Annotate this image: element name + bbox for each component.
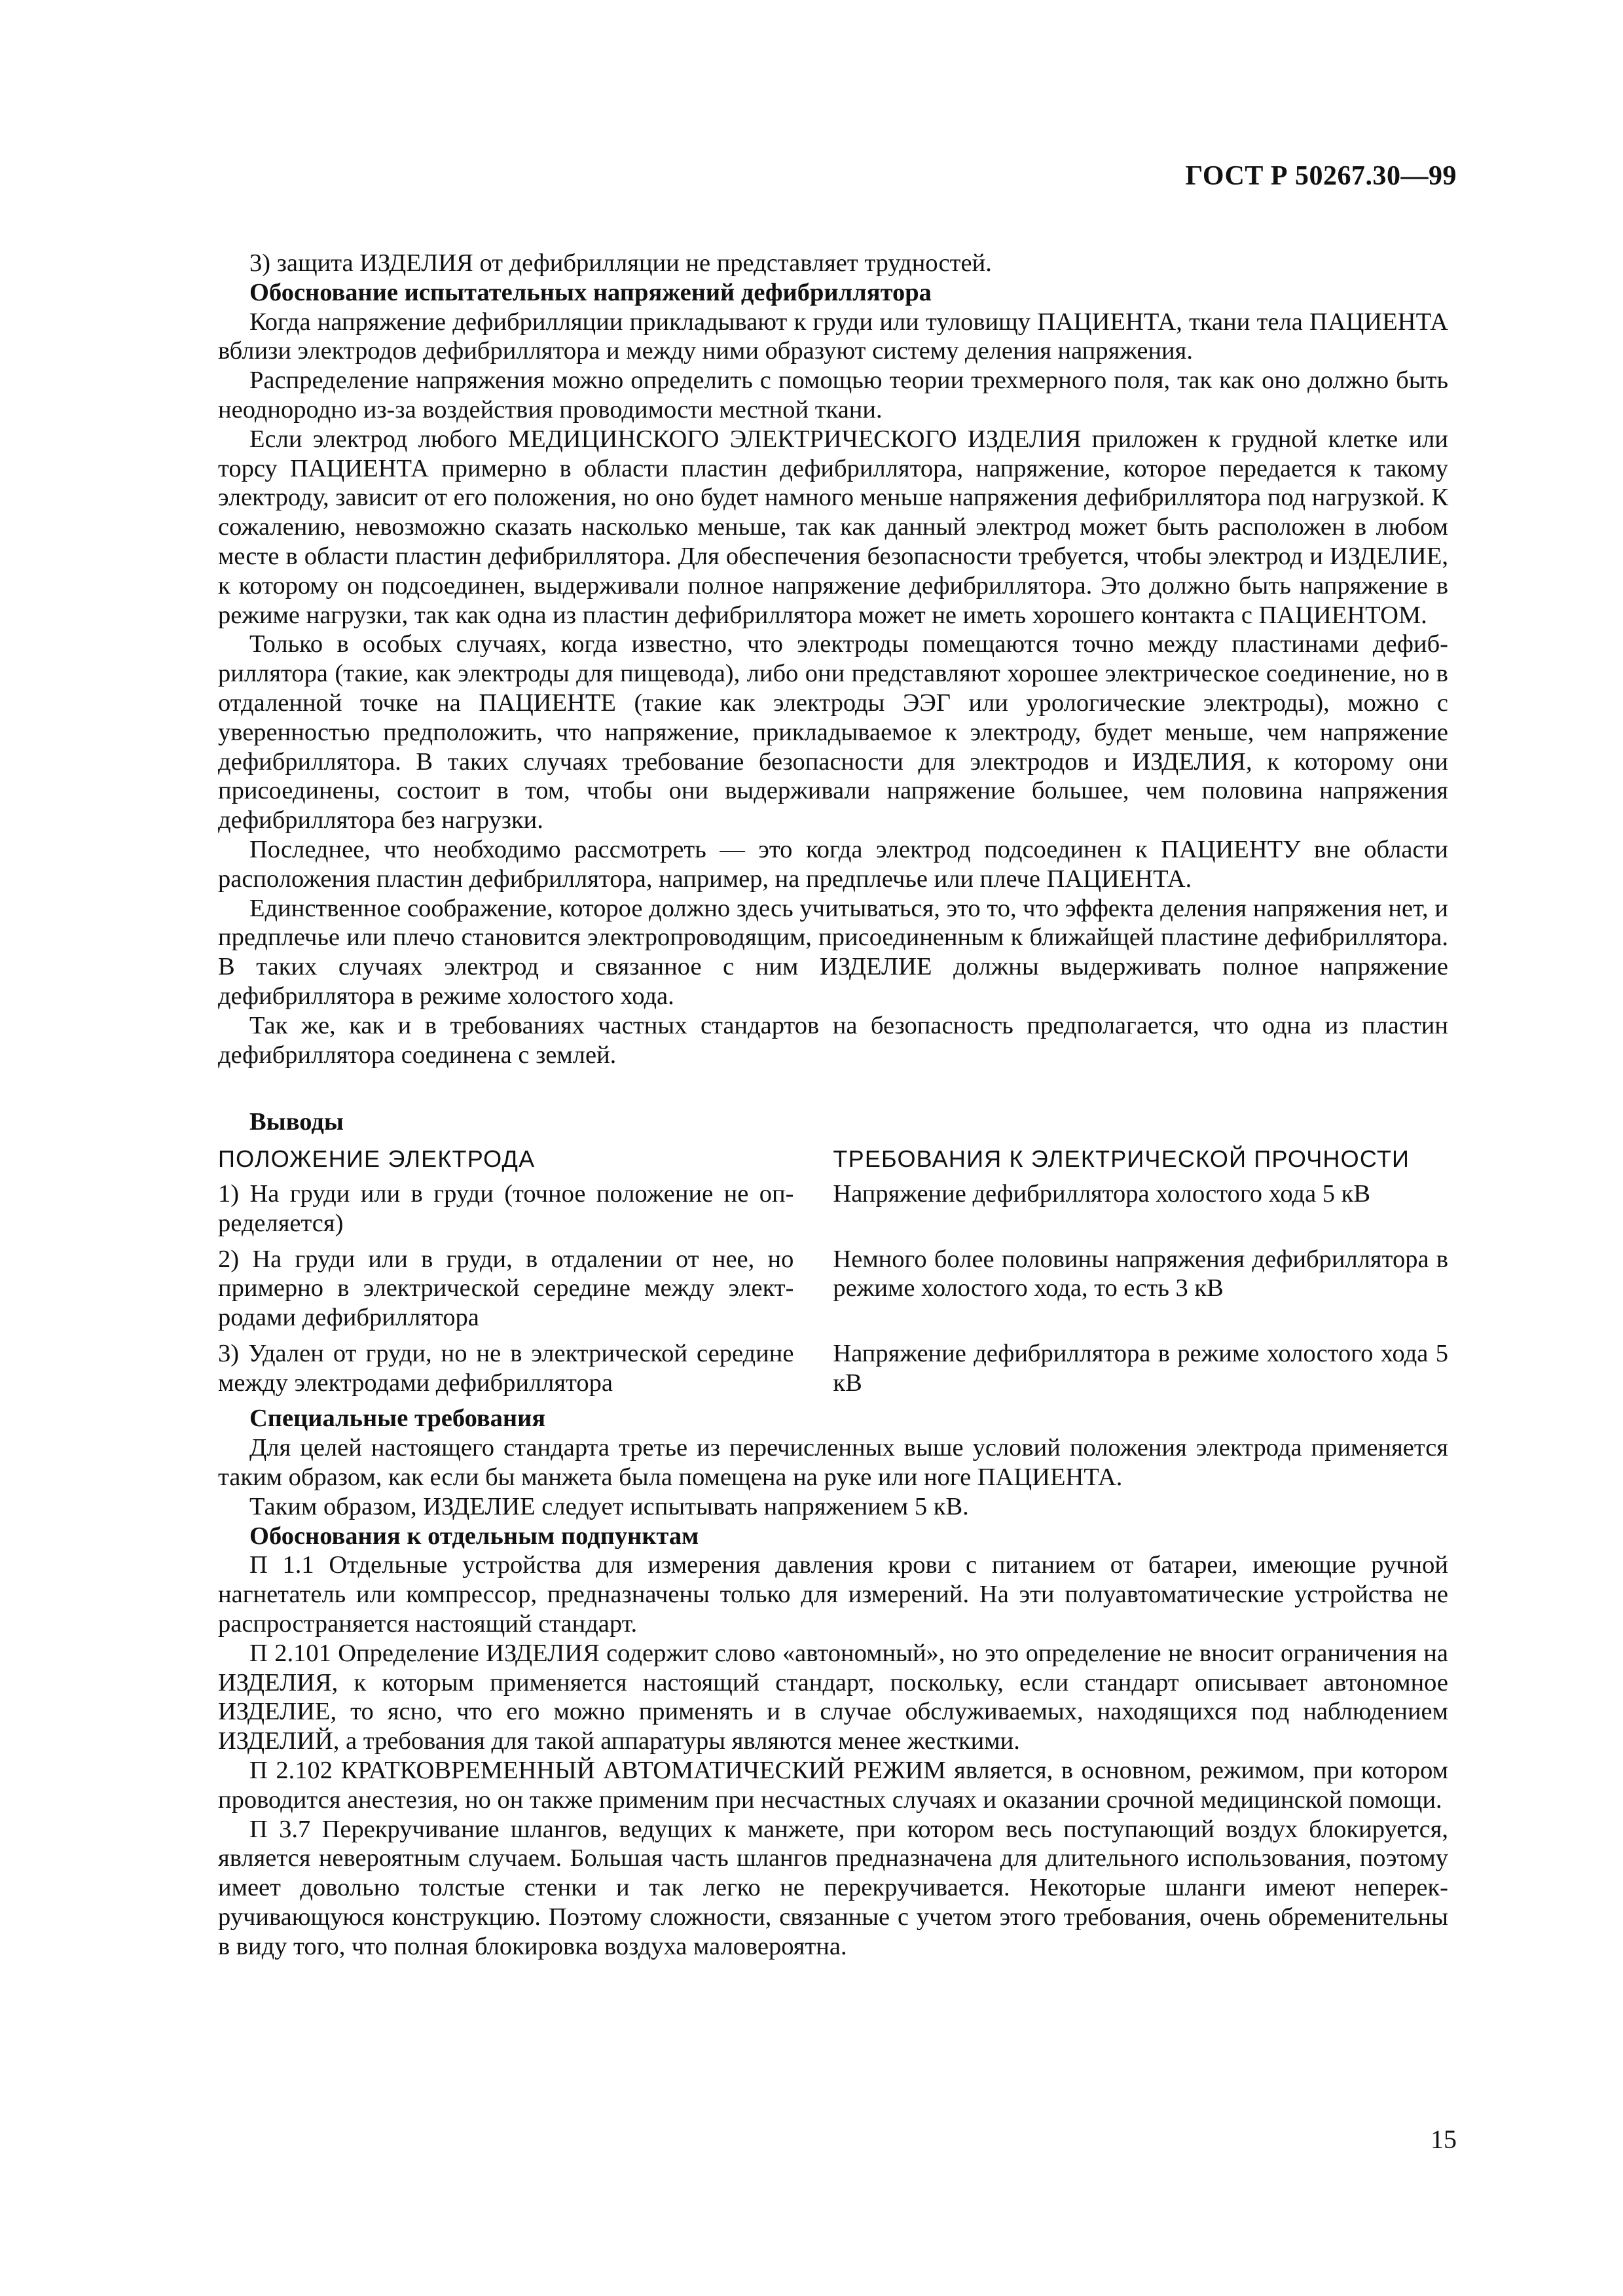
cell-position: 2) На груди или в груди, в отдалении от нее, но примерно в электрической середине между электродами дефибриллятора [218,1245,794,1332]
table-header-row [218,1145,1448,1179]
cell-requirement: Немного более половины напряжения дефибриллятора в режиме холостого хода, то есть 3 кВ [833,1245,1448,1302]
paragraph: Так же, как и в требованиях частных стандартов на безопасность предполагается, что одна из пластин дефибриллятора соединена с землей. [218,1011,1448,1069]
section-heading-special-requirements: Специальные требования [249,1405,546,1433]
spacer [218,1069,1448,1107]
column-header-requirement: ТРЕБОВАНИЯ К ЭЛЕКТРИЧЕСКОЙ ПРОЧНОСТИ [833,1145,1410,1173]
intro-list-item: 3) защита ИЗДЕЛИЯ от дефибрилляции не представляет трудностей. [249,249,992,277]
document-body [218,249,1448,1962]
cell-requirement: Напряжение дефибриллятора в режиме холостого хода 5 кВ [833,1339,1448,1397]
cell-position: 1) На груди или в груди (точное положение не определяется) [218,1179,794,1237]
document-number: ГОСТ Р 50267.30—99 [1185,161,1457,191]
page-number: 15 [1431,2125,1457,2154]
column-header-position: ПОЛОЖЕНИЕ ЭЛЕКТРОДА [218,1145,536,1173]
table-row [218,1179,1448,1245]
paragraph: П 2.101 Определение ИЗДЕЛИЯ содержит слово «автономный», но это определение не вносит ограничения на ИЗДЕЛИЯ, к которым применяется настоящий стандарт, поскольку, если стандарт описывает автономное ИЗДЕЛИЕ, то ясно, что его можно применять и в случае обслуживаемых, находящихся под наблюдением ИЗДЕЛИЙ, а требования для такой аппаратуры являются менее жесткими. [218,1639,1448,1755]
paragraph: П 1.1 Отдельные устройства для измерения давления крови с питанием от батареи, имеющие ручной нагнетатель или компрессор, предназначены только для измерений. На эти полуавтоматические устройства не распространяется настоящий стандарт. [218,1551,1448,1638]
table-row [218,1339,1448,1405]
paragraph: Если электрод любого МЕДИЦИНСКОГО ЭЛЕКТРИЧЕСКОГО ИЗДЕЛИЯ приложен к грудной клетке или торсу ПАЦИЕНТА примерно в области пластин дефибриллятора, напряжение, которое передается к такому электроду, зависит от его положения, но оно будет намного меньше напряжения дефибриллятора под нагрузкой. К сожалению, невозможно сказать насколько меньше, так как данный электрод может быть расположен в любом месте в области пластин дефибриллятора. Для обеспечения безопасности требуется, чтобы электрод и ИЗДЕЛИЕ, к которому он подсоединен, выдерживали полное напряжение дефибриллятора. Это должно быть напряжение в режиме нагрузки, так как одна из пластин дефибриллятора может не иметь хорошего контакта с ПАЦИЕНТОМ. [218,425,1448,629]
paragraph: Когда напряжение дефибрилляции прикладывают к груди или туловищу ПАЦИЕНТА, ткани тела ПАЦИЕНТА вблизи электродов дефибриллятора и между ними образуют систему деления напряжения. [218,308,1448,365]
section-heading-test-voltages: Обоснование испытательных напряжений дефибриллятора [249,278,932,306]
section-heading-subclauses: Обоснования к отдельным подпунктам [249,1522,699,1550]
section-heading-conclusions: Выводы [249,1108,344,1136]
conclusions-table [218,1145,1448,1404]
paragraph: П 2.102 КРАТКОВРЕМЕННЫЙ АВТОМАТИЧЕСКИЙ РЕЖИМ является, в основном, режимом, при котором проводится анестезия, но он также применим при несчастных случаях и оказании срочной медицинской помощи. [218,1757,1448,1814]
paragraph: Единственное соображение, которое должно здесь учитываться, это то, что эффекта деления напряжения нет, и предплечье или плечо становится электропроводящим, присоединенным к ближайщей пластине дефибриллятора. В таких случаях электрод и связанное с ним ИЗДЕЛИЕ должны выдерживать полное напряжение дефибриллятора в режиме холостого хода. [218,894,1448,1010]
paragraph: Последнее, что необходимо рассмотреть — это когда электрод подсоединен к ПАЦИЕНТУ вне области расположения пластин дефибриллятора, например, на предплечье или плече ПАЦИЕНТА. [218,835,1448,893]
table-row [218,1245,1448,1339]
paragraph: Таким образом, ИЗДЕЛИЕ следует испытывать напряжением 5 кВ. [249,1492,969,1520]
paragraph: Для целей настоящего стандарта третье из перечисленных выше условий положения электрода применяется таким образом, как если бы манжета была помещена на руке или ноге ПАЦИЕНТА. [218,1434,1448,1492]
cell-requirement: Напряжение дефибриллятора холостого хода 5 кВ [833,1179,1371,1208]
cell-position: 3) Удален от груди, но не в электрической середине между электродами дефибриллятора [218,1339,794,1397]
paragraph: Распределение напряжения можно определить с помощью теории трехмерного поля, так как оно должно быть неоднородно из-за воздействия проводимости местной ткани. [218,367,1448,423]
conclusions-block [218,1107,1448,1404]
paragraph: П 3.7 Перекручивание шлангов, ведущих к манжете, при котором весь поступающий воздух блокируется, является невероятным случаем. Большая часть шлангов предназначена для длительного использования, поэтому имеет довольно толстые стенки и так легко не перекручивается. Некоторые шланги имеют неперекручивающуюся конструкцию. Поэтому сложности, связанные с учетом этого требования, очень обременительны в виду того, что полная блокировка воздуха маловероятна. [218,1815,1448,1960]
paragraph: Только в особых случаях, когда известно, что электроды помещаются точно между пластинами дефибриллятора (такие, как электроды для пищевода), либо они представляют хорошее электрическое соединение, но в отдаленной точке на ПАЦИЕНТЕ (такие как электроды ЭЭГ или урологические электроды), можно с уверенностью предположить, что напряжение, прикладываемое к электроду, будет меньше, чем напряжение дефибриллятора. В таких случаях требование безопасности для электродов и ИЗДЕЛИЯ, к которому они присоединены, состоит в том, чтобы они выдерживали напряжение большее, чем половина напряжения дефибриллятора без нагрузки. [218,630,1448,834]
